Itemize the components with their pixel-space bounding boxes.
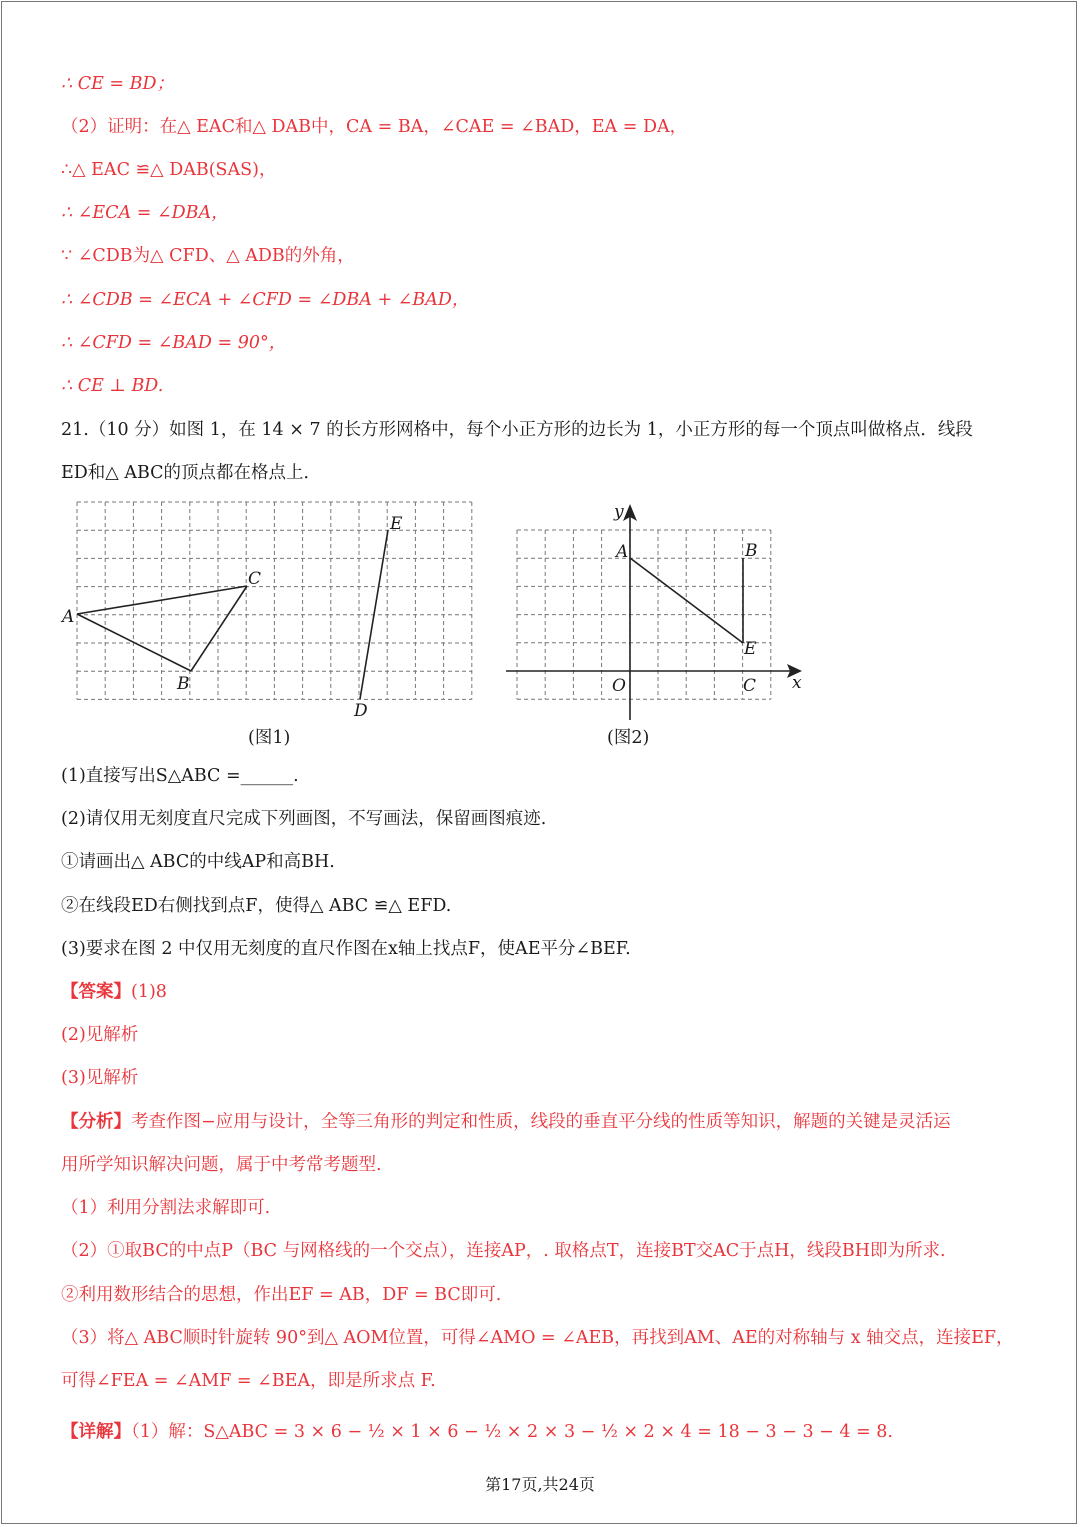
label-x: x	[792, 673, 802, 693]
question-1: (1)直接写出S△ABC =______.	[61, 766, 299, 786]
label-c: C	[248, 569, 262, 589]
proof-line-6: ∴ ∠CDB = ∠ECA + ∠CFD = ∠DBA + ∠BAD，	[61, 290, 470, 310]
label-b: B	[177, 674, 190, 694]
problem-line-1: 21.（10 分）如图 1，在 14 × 7 的长方形网格中，每个小正方形的边长为 1，小正方形的每一个顶点叫做格点．线段	[61, 420, 973, 440]
analysis-part-2b: ②利用数形结合的思想，作出EF = AB，DF = BC即可.	[61, 1285, 502, 1305]
answer-1: (1)8	[131, 982, 167, 1002]
detail-line	[61, 1420, 893, 1444]
label-e: E	[390, 514, 403, 534]
analysis-part-3: （3）将△ ABC顺时针旋转 90°到△ AOM位置，可得∠AMO = ∠AEB，再找到AM、AE的对称轴与 x 轴交点，连接EF，	[61, 1328, 1014, 1348]
page-footer: 第17页,共24页	[485, 1475, 595, 1494]
analysis-part-3b: 可得∠FEA = ∠AMF = ∠BEA，即是所求点 F.	[61, 1371, 436, 1391]
detail-tag: 【详解】	[61, 1422, 131, 1442]
question-2b: ②在线段ED右侧找到点F，使得△ ABC ≌△ EFD.	[61, 896, 452, 916]
proof-line-2: （2）证明：在△ EAC和△ DAB中，CA = BA，∠CAE = ∠BAD，EA = DA，	[61, 117, 688, 137]
figure-2-caption: (图2)	[607, 728, 650, 748]
problem-line-2: ED和△ ABC的顶点都在格点上．	[61, 463, 322, 483]
question-3: (3)要求在图 2 中仅用无刻度的直尺作图在x轴上找点F，使AE平分∠BEF.	[61, 939, 631, 959]
label-a: A	[616, 542, 629, 562]
proof-line-1: ∴ CE = BD；	[61, 74, 175, 94]
answer-3: (3)见解析	[61, 1068, 139, 1088]
analysis-part-1: （1）利用分割法求解即可.	[61, 1198, 271, 1218]
proof-line-5: ∵ ∠CDB为△ CFD、△ ADB的外角，	[61, 246, 355, 266]
proof-line-8: ∴ CE ⊥ BD.	[61, 376, 164, 396]
figure-1-grid	[60, 495, 490, 725]
question-2: (2)请仅用无刻度直尺完成下列画图，不写画法，保留画图痕迹.	[61, 809, 547, 829]
label-o: O	[612, 676, 626, 696]
detail-text: （1）解：S△ABC = 3 × 6 − ½ × 1 × 6 − ½ × 2 × 3 − ½ × 2 × 4 = 18 − 3 − 3 − 4 = 8.	[131, 1422, 893, 1442]
label-c: C	[743, 676, 757, 696]
analysis-line-2: 用所学知识解决问题，属于中考常考题型.	[61, 1155, 382, 1175]
figure-1-caption: (图1)	[248, 728, 291, 748]
proof-line-3: ∴△ EAC ≌△ DAB(SAS)，	[61, 160, 277, 180]
proof-line-4: ∴ ∠ECA = ∠DBA，	[61, 203, 229, 223]
analysis-part-2: （2）①取BC的中点P（BC 与网格线的一个交点），连接AP，. 取格点T，连接BT交AC于点H，线段BH即为所求.	[61, 1241, 946, 1261]
label-b: B	[745, 541, 758, 561]
segment-bc	[191, 586, 247, 671]
answer-2: (2)见解析	[61, 1025, 139, 1045]
analysis-text-1: 考查作图−应用与设计，全等三角形的判定和性质，线段的垂直平分线的性质等知识，解题的关键是灵活运	[131, 1112, 951, 1132]
label-y: y	[614, 502, 624, 522]
answer-tag: 【答案】	[61, 982, 131, 1002]
label-d: D	[354, 701, 368, 721]
proof-line-7: ∴ ∠CFD = ∠BAD = 90°，	[61, 333, 287, 353]
answer-line-1	[61, 980, 167, 1004]
analysis-tag: 【分析】	[61, 1112, 131, 1132]
figure-2-coordinate-grid	[500, 495, 810, 725]
label-e: E	[744, 639, 757, 659]
analysis-line-1	[61, 1110, 951, 1134]
question-2a: ①请画出△ ABC的中线AP和高BH.	[61, 852, 335, 872]
label-a: A	[62, 607, 75, 627]
